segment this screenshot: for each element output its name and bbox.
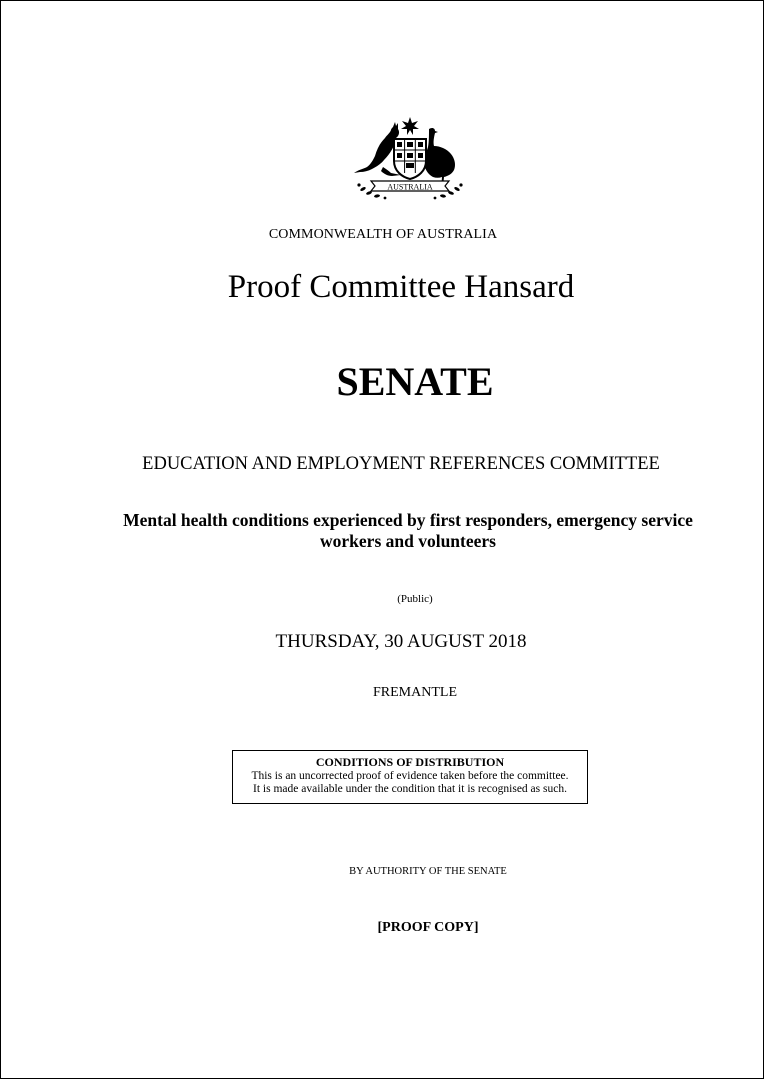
conditions-of-distribution-box xyxy=(232,750,588,804)
crest-label: AUSTRALIA xyxy=(387,182,433,192)
coat-of-arms-icon xyxy=(349,115,471,207)
publisher-line: COMMONWEALTH OF AUSTRALIA xyxy=(268,227,498,242)
inquiry-title-line-2: workers and volunteers xyxy=(320,531,496,551)
shield-icon xyxy=(394,139,426,179)
conditions-line-1: This is an uncorrected proof of evidence taken before the committee. xyxy=(251,770,569,782)
inquiry-title-line-1: Mental health conditions experienced by first responders, emergency service xyxy=(123,510,693,530)
inquiry-title xyxy=(26,510,764,552)
chamber-heading: SENATE xyxy=(336,359,494,404)
conditions-line-2: It is made available under the condition that it is recognised as such. xyxy=(253,783,567,795)
hearing-date: THURSDAY, 30 AUGUST 2018 xyxy=(275,631,527,652)
conditions-heading: CONDITIONS OF DISTRIBUTION xyxy=(315,755,505,769)
committee-name: EDUCATION AND EMPLOYMENT REFERENCES COMMITTEE xyxy=(142,454,660,474)
authority-line: BY AUTHORITY OF THE SENATE xyxy=(349,866,507,877)
access-label: (Public) xyxy=(397,593,433,605)
commonwealth-star-icon xyxy=(401,117,419,135)
hearing-location: FREMANTLE xyxy=(373,685,457,700)
document-title: Proof Committee Hansard xyxy=(227,269,575,305)
proof-copy-label: [PROOF COPY] xyxy=(377,920,479,935)
